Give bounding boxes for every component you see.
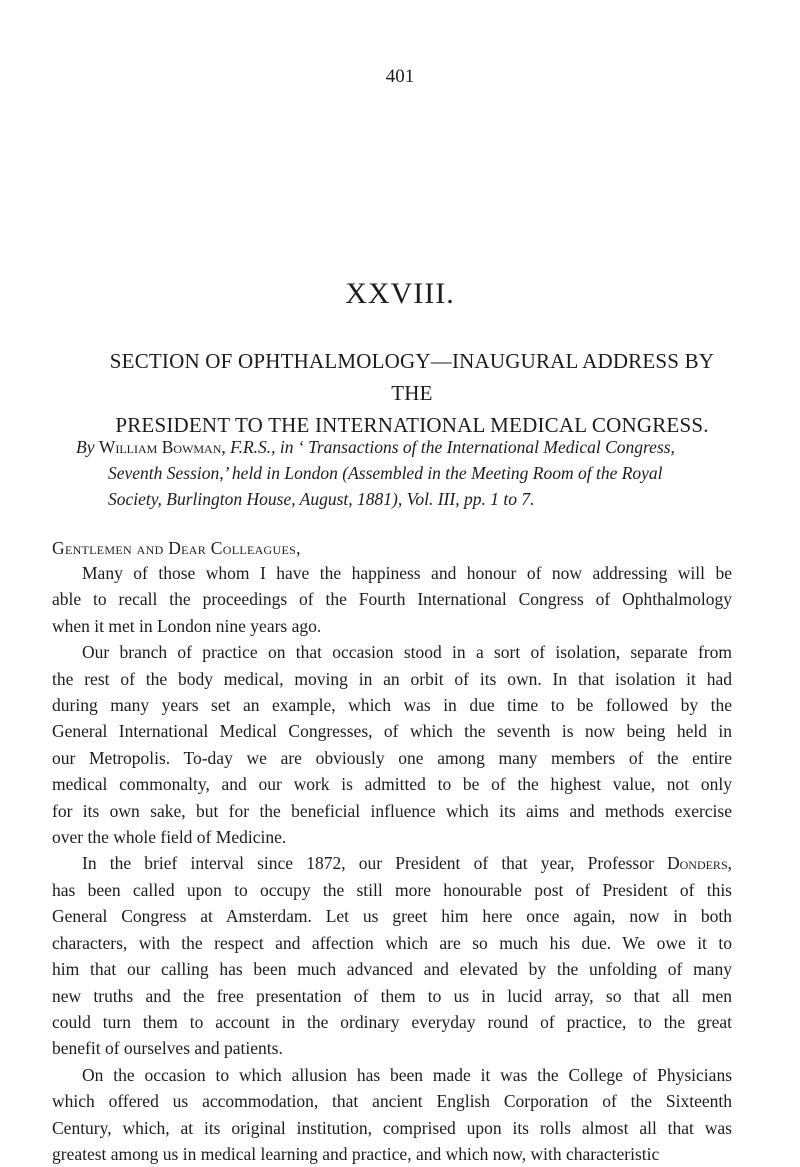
- paragraph-line: has been called upon to occupy the still more honourable post of President of this: [52, 879, 732, 900]
- paragraph-line: General Congress at Amsterdam. Let us greet him here once again, now in both: [52, 906, 732, 927]
- paragraph-line: when it met in London nine years ago.: [52, 615, 322, 636]
- byline-source: F.R.S., in ‘ Transactions of the International Medical Congress,: [230, 437, 675, 457]
- salutation: Gentlemen and Dear Colleagues,: [52, 538, 301, 558]
- body-text: [52, 560, 732, 1167]
- paragraph-line: which offered us accommodation, that ancient English Corporation of the Sixteenth: [52, 1091, 732, 1112]
- byline-line: [76, 434, 730, 460]
- paragraph-line: him that our calling has been much advanced and elevated by the unfolding of many: [52, 959, 732, 980]
- paragraph-line: In the brief interval since 1872, our President of that year, Professor Donders,: [82, 853, 732, 874]
- paragraph-line: during many years set an example, which was in due time to be followed by the: [52, 695, 732, 716]
- paragraph-line: greatest among us in medical learning and practice, and which now, with characteristic: [52, 1143, 660, 1164]
- paragraph-line: characters, with the respect and affection which are so much his due. We owe it to: [52, 932, 732, 953]
- byline-line: Seventh Session,’ held in London (Assembled in the Meeting Room of the Royal: [108, 463, 663, 483]
- paragraph-line: new truths and the free presentation of them to us in lucid array, so that all men: [52, 985, 732, 1006]
- paragraph: [52, 850, 732, 1061]
- paragraph: [52, 1062, 732, 1167]
- person-name: Donders: [666, 853, 728, 874]
- paragraph-line: over the whole field of Medicine.: [52, 827, 287, 848]
- paragraph-line: could turn them to account in the ordinary everyday round of practice, to the great: [52, 1011, 732, 1032]
- author-name: William Bowman,: [98, 437, 226, 457]
- page-number: 401: [385, 66, 415, 87]
- paragraph-line: Century, which, at its original institution, comprised upon its rolls almost all that was: [52, 1117, 732, 1138]
- paragraph-line: benefit of ourselves and patients.: [52, 1038, 283, 1059]
- paragraph: [52, 639, 732, 850]
- chapter-number: XXVIII.: [345, 277, 455, 310]
- byline-line: Society, Burlington House, August, 1881), Vol. III, pp. 1 to 7.: [108, 489, 535, 509]
- title-line: PRESIDENT TO THE INTERNATIONAL MEDICAL CONGRESS.: [115, 413, 709, 437]
- paragraph-line: our Metropolis. To-day we are obviously one among many members of the entire: [52, 747, 732, 768]
- paragraph-line: On the occasion to which allusion has been made it was the College of Physicians: [82, 1064, 732, 1085]
- section-title: [92, 345, 732, 441]
- paragraph-line: the rest of the body medical, moving in an orbit of its own. In that isolation it had: [52, 668, 732, 689]
- paragraph-line: medical commonalty, and our work is admitted to be of the highest value, not only: [52, 774, 732, 795]
- paragraph-line: General International Medical Congresses, of which the seventh is now being held in: [52, 721, 732, 742]
- byline-by: By: [76, 437, 95, 457]
- paragraph-line: Our branch of practice on that occasion stood in a sort of isolation, separate from: [82, 642, 732, 663]
- title-line: SECTION OF OPHTHALMOLOGY—INAUGURAL ADDRESS BY THE: [109, 349, 715, 405]
- citation-byline: [76, 434, 730, 512]
- paragraph: [52, 560, 732, 639]
- paragraph-line: for its own sake, but for the beneficial influence which its aims and methods exercise: [52, 800, 732, 821]
- paragraph-line: able to recall the proceedings of the Fourth International Congress of Ophthalmology: [52, 589, 732, 610]
- paragraph-line: Many of those whom I have the happiness and honour of now addressing will be: [82, 563, 732, 583]
